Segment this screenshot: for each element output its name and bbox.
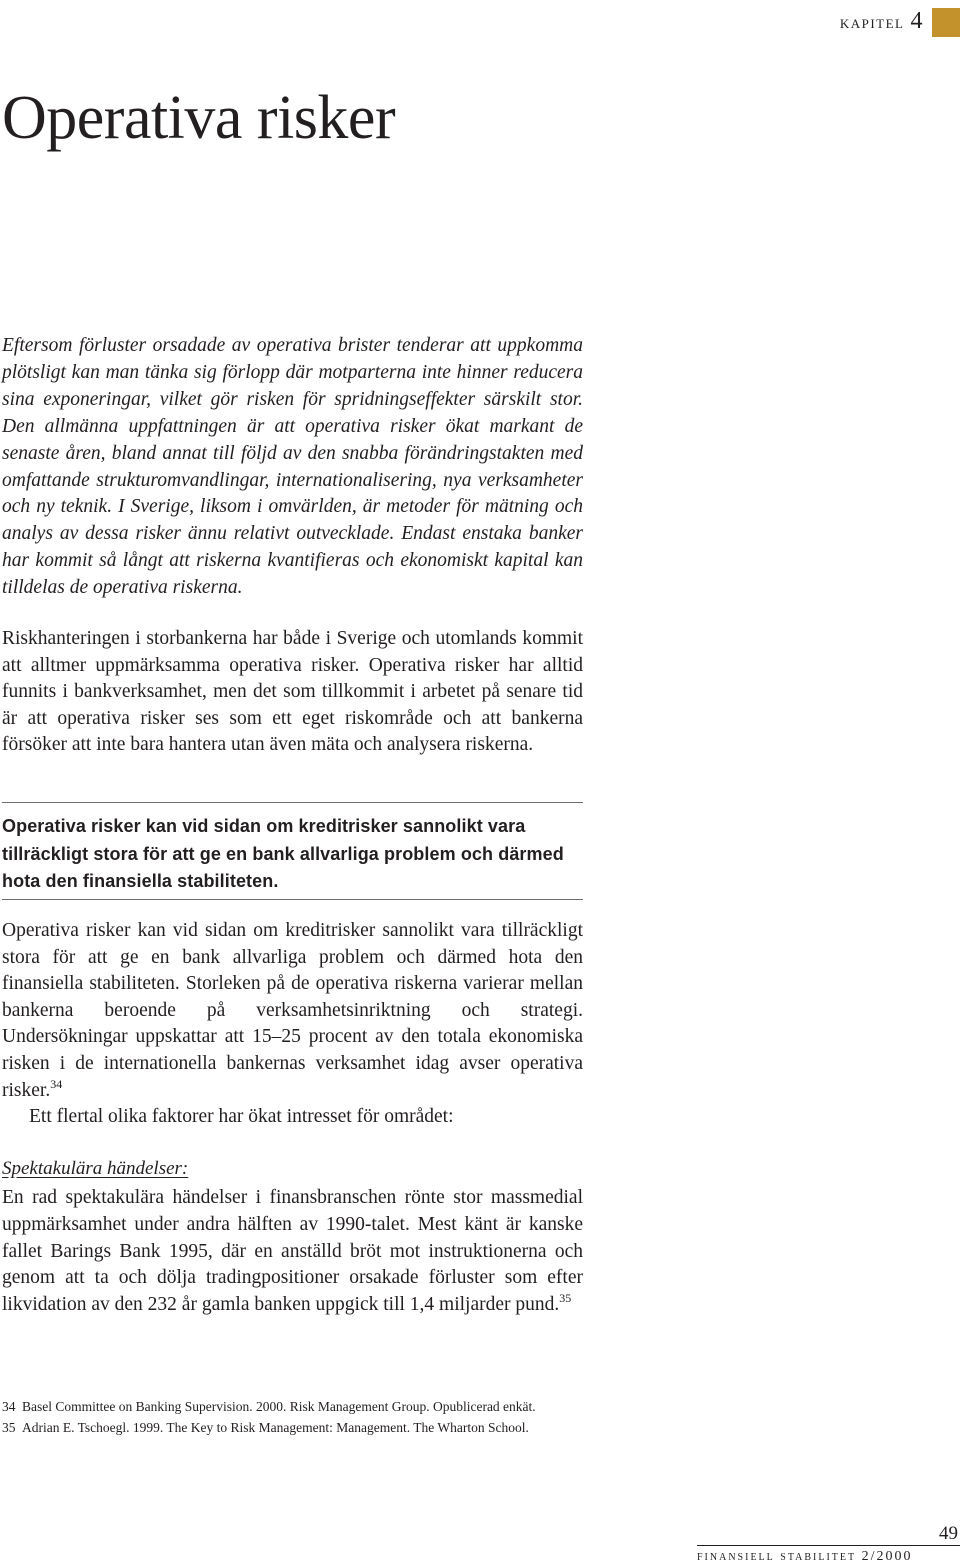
- footnote-number: 35: [2, 1419, 16, 1435]
- body-paragraph-1: Riskhanteringen i storbankerna har både i Sverige och utomlands kommit att alltmer uppmärksamma operativa risker. Operativa risker har alltid funnits i bankverksamhet, men det som tillkommit i arbetet på senare tid är att operativa risker ses som ett eget riskområde och att bankerna försöker att inte bara hantera utan även mäta och analysera riskerna.: [2, 628, 583, 756]
- chapter-number: 4: [910, 8, 924, 34]
- footnote-ref-35[interactable]: 35: [559, 1291, 572, 1306]
- body-paragraph-3: Ett flertal olika faktorer har ökat intresset för området:: [29, 1106, 454, 1128]
- pullquote: Operativa risker kan vid sidan om kreditrisker sannolikt vara tillräckligt stora för att ge en bank allvarliga problem och därmed hota den finansiella stabiliteten.: [2, 816, 564, 891]
- body-paragraph-2: [2, 918, 583, 1104]
- footnote-35: [2, 1418, 562, 1439]
- chapter-label: kapitel: [839, 12, 905, 33]
- footnote-ref-34[interactable]: 34: [50, 1076, 63, 1091]
- chapter-color-swatch: [932, 8, 960, 37]
- footnote-number: 34: [2, 1399, 16, 1414]
- body-paragraph-spektakulara: [2, 1185, 583, 1319]
- pullquote-bottom-rule: [2, 899, 583, 900]
- intro-paragraph: Eftersom förluster orsadade av operativa brister tenderar att uppkomma plötsligt kan man tänka sig förlopp där motparterna inte hinner reducera sina exponeringar, vilket gör risken för spridningseffekter särskilt stor. Den allmänna uppfattningen är att operativa risker ökat markant de senaste åren, bland annat till följd av den snabba förändringstakten med omfattande strukturomvandlingar, internationalisering, nya verksamheter och ny teknik. I Sverige, liksom i omvärlden, är metoder för mätning och analys av dessa risker ännu relativt outvecklade. Endast enstaka banker har kommit så långt att riskerna kvantifieras och ekonomiskt kapital kan tilldelas de operativa riskerna.: [2, 335, 583, 599]
- body-paragraph-2-text: Operativa risker kan vid sidan om kreditrisker sannolikt vara tillräckligt stora för att ge en bank allvarliga problem och därmed hota den finansiella stabiliteten. Storleken på de operativa riskerna varierar mellan bankerna beroende på verksamhetsinriktning och strategi. Undersökningar uppskattar att 15–25 procent av den totala ekonomiska risken i de internationella bankernas verksamhet idag avser operativa risker.: [2, 920, 583, 1101]
- footnote-text: Adrian E. Tschoegl. 1999. The Key to Risk Management: Management. The Wharton School.: [22, 1419, 529, 1435]
- page-title: Operativa risker: [2, 84, 396, 152]
- chapter-header: [840, 8, 924, 35]
- footnote-text: Basel Committee on Banking Supervision. 2000. Risk Management Group. Opublicerad enkät.: [22, 1399, 536, 1414]
- body-section-2: [2, 918, 583, 1131]
- section-heading-spektakulara: Spektakulära händelser:: [2, 1158, 189, 1179]
- body-paragraph-spektakulara-text: En rad spektakulära händelser i finansbranschen rönte stor massmedial uppmärksamhet under andra hälften av 1990-talet. Mest känt är kanske fallet Barings Bank 1995, där en anställd bröt mot instruktionerna och genom att ta och dölja tradingpositioner orsakade förluster som efter likvidation av den 232 år gamla banken uppgick till 1,4 miljarder pund.: [2, 1187, 583, 1316]
- footer-rule: [697, 1545, 960, 1546]
- footnotes: [2, 1397, 562, 1438]
- footnote-34: [2, 1397, 562, 1418]
- publication-title: finansiell stabilitet 2/2000: [697, 1549, 913, 1564]
- page-number: 49: [939, 1523, 958, 1544]
- pullquote-top-rule: [2, 802, 583, 803]
